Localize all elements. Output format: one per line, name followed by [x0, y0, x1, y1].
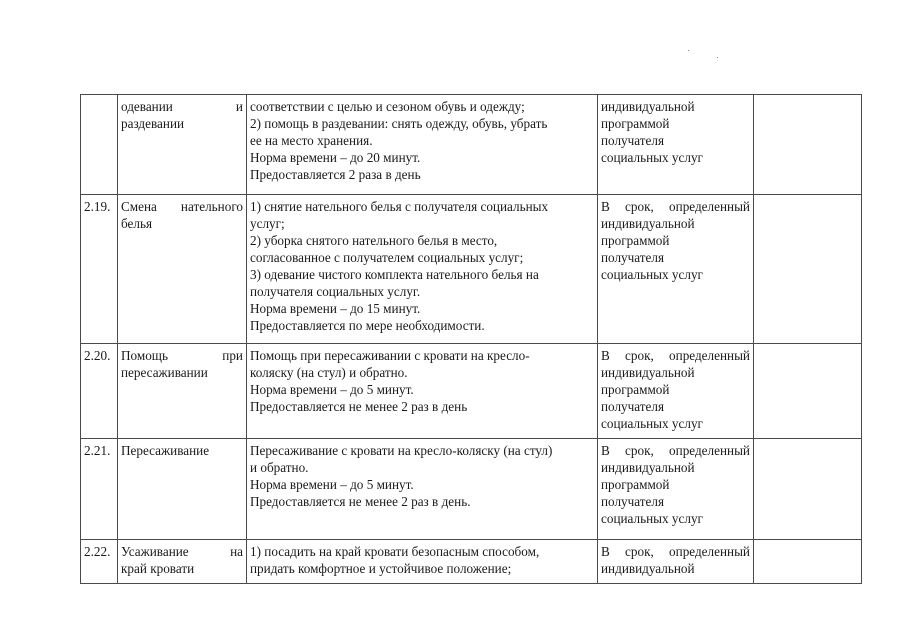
service-term-line: получателя	[601, 133, 665, 148]
service-term-line: индивидуальной	[601, 99, 695, 114]
service-term-line: индивидуальной	[601, 561, 695, 576]
row-number: 2.20.	[84, 348, 111, 363]
service-description-line: Предоставляется не менее 2 раз в день.	[250, 494, 471, 509]
row-number-cell	[81, 195, 118, 344]
service-term-line: социальных услуг	[601, 416, 703, 431]
empty-cell	[754, 195, 862, 344]
row-number: 2.19.	[84, 199, 111, 214]
service-name-line: Помощь при	[121, 348, 243, 363]
service-description-line: 2) уборка снятого нательного белья в место,	[250, 233, 498, 248]
service-term-line: социальных услуг	[601, 150, 703, 165]
service-term-line: социальных услуг	[601, 511, 703, 526]
service-description-line: 1) посадить на край кровати безопасным способом,	[250, 544, 540, 559]
service-term-line: программой	[601, 233, 670, 248]
service-name-cell	[118, 95, 247, 195]
service-term-line: программой	[601, 477, 670, 492]
service-description-line: Предоставляется по мере необходимости.	[250, 318, 485, 333]
service-description-cell	[247, 540, 598, 584]
service-description-line: Норма времени – до 5 минут.	[250, 382, 414, 397]
row-number-cell	[81, 344, 118, 439]
scan-speck	[688, 50, 689, 51]
service-term-line: В срок, определенный	[601, 348, 750, 363]
service-term-line: получателя	[601, 399, 665, 414]
service-term-cell	[598, 540, 754, 584]
service-term-line: программой	[601, 116, 670, 131]
service-term-line: социальных услуг	[601, 267, 703, 282]
service-name-line: одевании и	[121, 99, 243, 114]
service-name-line: Пересаживание	[121, 443, 210, 458]
service-description-line: ее на место хранения.	[250, 133, 373, 148]
service-term-line: В срок, определенный	[601, 443, 750, 458]
service-description-cell	[247, 439, 598, 540]
service-term-cell	[598, 439, 754, 540]
service-description-line: услуг;	[250, 216, 285, 231]
service-name-cell	[118, 344, 247, 439]
service-description-line: коляску (на стул) и обратно.	[250, 365, 408, 380]
empty-cell	[754, 439, 862, 540]
table-row	[81, 439, 862, 540]
service-description-line: 3) одевание чистого комплекта нательного белья на	[250, 267, 539, 282]
scan-speck	[717, 57, 718, 58]
service-description-line: и обратно.	[250, 460, 309, 475]
service-term-line: В срок, определенный	[601, 544, 750, 559]
service-name-line: край кровати	[121, 561, 195, 576]
service-name-line: пересаживании	[121, 365, 208, 380]
empty-cell	[754, 540, 862, 584]
service-description-line: Норма времени – до 20 минут.	[250, 150, 421, 165]
service-term-line: индивидуальной	[601, 216, 695, 231]
service-name-line: раздевании	[121, 116, 185, 131]
row-number-cell	[81, 540, 118, 584]
service-description-cell	[247, 95, 598, 195]
service-term-cell	[598, 95, 754, 195]
service-description-line: придать комфортное и устойчивое положение;	[250, 561, 512, 576]
service-description-line: Норма времени – до 15 минут.	[250, 301, 421, 316]
service-name-line: Смена нательного	[121, 199, 243, 214]
service-description-cell	[247, 344, 598, 439]
empty-cell	[754, 344, 862, 439]
service-description-line: 1) снятие нательного белья с получателя социальных	[250, 199, 549, 214]
service-description-line: согласованное с получателем социальных услуг;	[250, 250, 524, 265]
row-number: 2.21.	[84, 443, 111, 458]
service-description-line: Пересаживание с кровати на кресло-коляску (на стул)	[250, 443, 553, 458]
service-term-line: индивидуальной	[601, 460, 695, 475]
row-number-cell	[81, 95, 118, 195]
table-row	[81, 344, 862, 439]
service-description-cell	[247, 195, 598, 344]
service-description-line: Помощь при пересаживании с кровати на кресло-	[250, 348, 530, 363]
service-term-line: получателя	[601, 250, 665, 265]
service-term-cell	[598, 195, 754, 344]
table-row	[81, 195, 862, 344]
row-number-cell	[81, 439, 118, 540]
service-description-line: 2) помощь в раздевании: снять одежду, обувь, убрать	[250, 116, 548, 131]
services-table-body	[81, 95, 862, 584]
service-description-line: Норма времени – до 5 минут.	[250, 477, 414, 492]
service-term-line: В срок, определенный	[601, 199, 750, 214]
service-name-cell	[118, 195, 247, 344]
service-name-line: Усаживание на	[121, 544, 243, 559]
service-description-line: получателя социальных услуг.	[250, 284, 421, 299]
table-row	[81, 540, 862, 584]
table-row	[81, 95, 862, 195]
service-term-line: программой	[601, 382, 670, 397]
service-term-line: получателя	[601, 494, 665, 509]
service-name-line: белья	[121, 216, 153, 231]
row-number: 2.22.	[84, 544, 111, 559]
service-description-line: соответствии с целью и сезоном обувь и одежду;	[250, 99, 525, 114]
service-description-line: Предоставляется 2 раза в день	[250, 167, 421, 182]
service-name-cell	[118, 439, 247, 540]
service-description-line: Предоставляется не менее 2 раз в день	[250, 399, 468, 414]
service-term-line: индивидуальной	[601, 365, 695, 380]
services-table	[80, 94, 862, 584]
empty-cell	[754, 95, 862, 195]
service-term-cell	[598, 344, 754, 439]
service-name-cell	[118, 540, 247, 584]
